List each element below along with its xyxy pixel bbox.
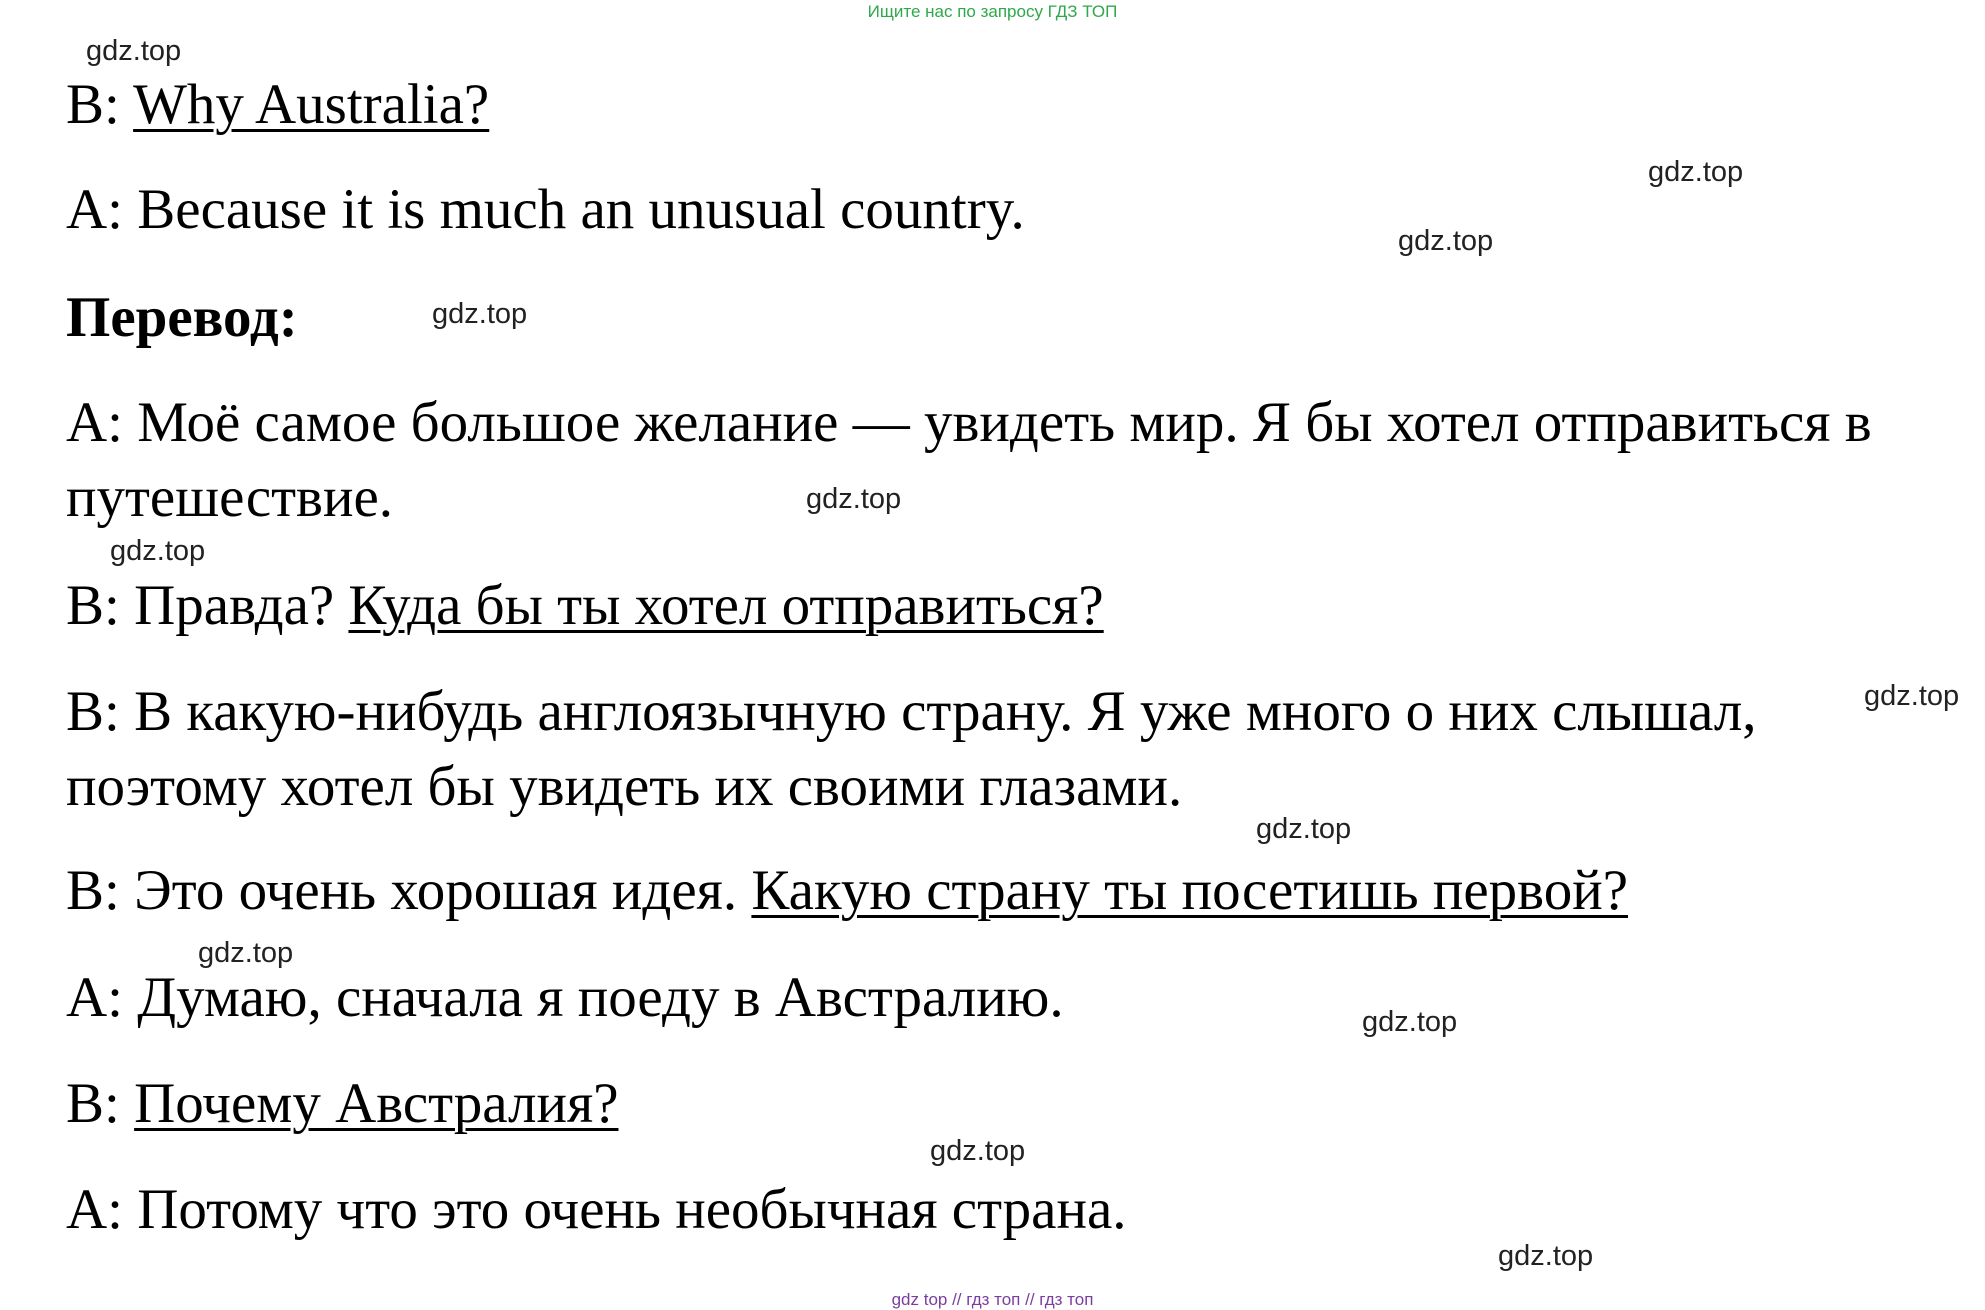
line-text: Правда? [134, 574, 335, 637]
line-text: Думаю, сначала я поеду в Австралию. [137, 966, 1064, 1029]
watermark: gdz.top [198, 937, 294, 969]
speaker-label: A: [66, 391, 123, 454]
speaker-label: A: [66, 1178, 123, 1241]
dialogue-line-a-wish-continuation: путешествие. [66, 466, 393, 529]
dialogue-line-b-where [66, 574, 1104, 637]
top-banner: Ищите нас по запросу ГДЗ ТОП [867, 2, 1118, 21]
watermark: gdz.top [1362, 1006, 1458, 1038]
dialogue-line-b-good-idea [66, 859, 1629, 922]
underlined-question: Какую страну ты посетишь первой? [751, 859, 1629, 922]
watermark: gdz.top [1398, 225, 1494, 257]
watermark: gdz.top [1864, 680, 1960, 712]
watermark: gdz.top [1648, 156, 1744, 188]
speaker-label: B: [66, 859, 120, 922]
dialogue-line-a-wish [66, 391, 1872, 454]
line-text: Это очень хорошая идея. [134, 859, 738, 922]
dialogue-line-a-australia [66, 966, 1064, 1029]
watermark: gdz.top [806, 483, 902, 515]
watermark: gdz.top [432, 298, 528, 330]
dialogue-line-b-why-australia-ru [66, 1072, 619, 1135]
speaker-label: B: [66, 73, 120, 136]
speaker-label: A: [66, 966, 123, 1029]
watermark: gdz.top [86, 35, 182, 67]
dialogue-line-b-english-country [66, 680, 1757, 743]
translation-heading: Перевод: [66, 286, 298, 349]
dialogue-line-a-because [66, 178, 1025, 241]
speaker-label: A: [66, 178, 123, 241]
dialogue-line-a-unusual-country [66, 1178, 1127, 1241]
watermark: gdz.top [1256, 813, 1352, 845]
underlined-question: Почему Австралия? [134, 1072, 619, 1135]
underlined-question: Куда бы ты хотел отправиться? [348, 574, 1104, 637]
line-text: Because it is much an unusual country. [137, 178, 1025, 241]
watermark: gdz.top [1498, 1240, 1594, 1272]
dialogue-line-b-english-country-continuation: поэтому хотел бы увидеть их своими глазами. [66, 755, 1183, 818]
speaker-label: B: [66, 574, 120, 637]
speaker-label: B: [66, 1072, 120, 1135]
bottom-banner: gdz top // гдз топ // гдз топ [891, 1290, 1094, 1309]
dialogue-line-b-why-australia [66, 73, 490, 136]
line-text: Потому что это очень необычная страна. [137, 1178, 1127, 1241]
underlined-question: Why Australia? [133, 73, 490, 136]
line-text: В какую-нибудь англоязычную страну. Я уже много о них слышал, [134, 680, 1757, 743]
line-text: Моё самое большое желание — увидеть мир. Я бы хотел отправиться в [137, 391, 1872, 454]
watermark: gdz.top [110, 535, 206, 567]
speaker-label: B: [66, 680, 120, 743]
watermark: gdz.top [930, 1135, 1026, 1167]
